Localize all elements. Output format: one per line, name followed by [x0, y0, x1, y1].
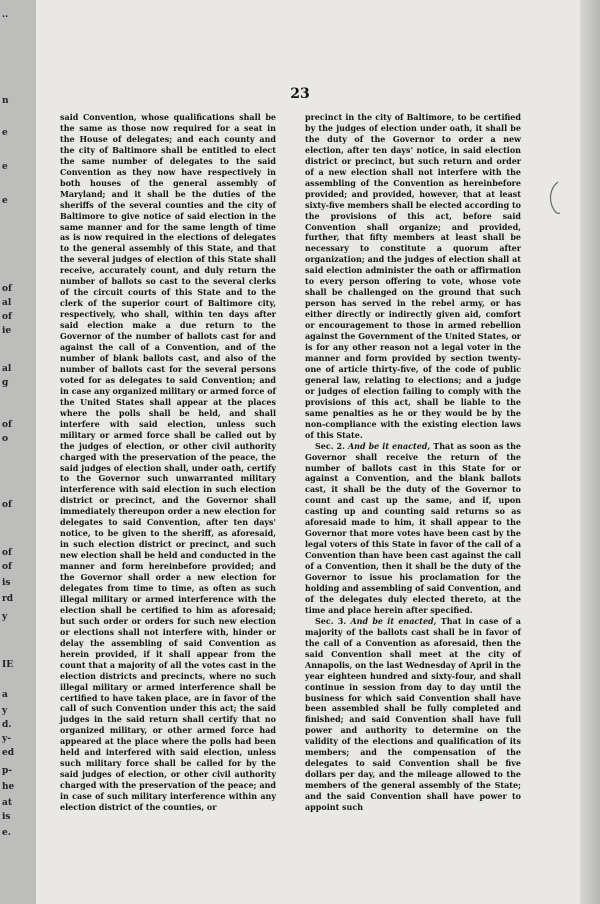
- left-column-text: said Convention, whose qualifications shall be the same as those now required for a seat in the House of delegates; and each county and the city of Baltimore shall be entitled to elect the same number of delegates to the said Convention as they now have respectively in both houses of the general assembly of Maryland; and it shall be the duties of the sheriffs of the several counties and the city of Baltimore to give notice of said election in the same manner and for the same length of time as is now required in the elections of delegates to the general assembly of this State, and that the several judges of election of this State shall receive, accurately count, and duly return the number of ballots so cast to the several clerks of the circuit courts of this State and to the clerk of the superior court of Baltimore city, respectively, who shall, within ten days after said election make a due return to the Governor of the number of ballots cast for and against the call of a Convention, and of the number of blank ballots cast, and also of the number of ballots cast for the several persons voted for as delegates to said Convention; and in case any organized military or armed force of the United States shall appear at the places where the polls shall be held, and shall interfere with said election, unless such military or armed force shall be called out by the judges of election, or other civil authority charged with the preservation of the peace, the said judges of election shall, under oath, certify to the Governor such unwarranted military interference with said election in such election district or precinct, and the Governor shall immediately thereupon order a new election for delegates to said Convention, after ten days' notice, to be given to the sheriff, as aforesaid, in such election district or precinct, and such new election shall be held and conducted in the manner and form hereinbefore provided; and the Governor shall order a new election for delegates from time to time, as often as such illegal military or armed interference with the election shall be certified to him as aforesaid; but such order or orders for such new election or elections shall not interfere with, hinder or delay the assembling of said Convention as herein provided, if it shall appear from the count that a majority of all the votes cast in the election districts and precincts, where no such illegal military or armed interference shall be certified to have taken place, are in favor of the call of such Convention under this act; the said judges in the said return shall certify that no organized military, or other armed force had appeared at the place where the polls had been held and interfered with said election, unless such military force shall be called for by the said judges of election, or other civil authority charged with the preservation of the peace; and in case of such military interference within any election district of the counties, or: [60, 112, 276, 813]
- facing-page-fragment: is: [2, 578, 11, 588]
- facing-page-fragment: al: [2, 298, 12, 308]
- section-2-label: Sec. 2.: [315, 440, 345, 451]
- facing-page-fragment: e: [2, 196, 8, 206]
- facing-page-fragment: of: [2, 548, 12, 558]
- facing-page-fragment: o: [2, 434, 9, 444]
- facing-page-fragment: a: [2, 690, 8, 700]
- facing-page-gutter: [0, 0, 36, 904]
- facing-page-fragment: y: [2, 706, 8, 716]
- facing-page-fragment: al: [2, 364, 12, 374]
- facing-page-fragment: rd: [2, 594, 14, 604]
- facing-page-fragment: ie: [2, 326, 12, 336]
- facing-page-fragment: e: [2, 128, 8, 138]
- facing-page-fragment: e.: [2, 828, 11, 838]
- section-3-text: That in case of a majority of the ballots cast shall be in favor of the call of a Convention as aforesaid, then the said Convention shall meet at the city of Annapolis, on the last Wednesday of April in the year eighteen hundred and sixty-four, and shall continue in session from day to day until the business for which said Convention shall have been assembled shall be fully completed and finished; and said Convention shall have full power and authority to determine on the validity of the elections and qualification of its members; and the compensation of the delegates to said Convention shall be five dollars per day, and the mileage allowed to the members of the general assembly of the State; and the said Convention shall have power to appoint such: [305, 615, 521, 813]
- facing-page-fragment: he: [2, 782, 15, 792]
- pencil-mark: [544, 180, 566, 216]
- facing-page-fragment: ..: [2, 10, 9, 20]
- facing-page-fragment: of: [2, 420, 12, 430]
- page-edge-shadow: [580, 0, 600, 904]
- facing-page-fragment: at: [2, 798, 12, 808]
- section-3-label: Sec. 3.: [315, 615, 347, 626]
- facing-page-fragment: y-: [2, 734, 11, 744]
- facing-page-fragment: IE: [2, 660, 14, 670]
- section-3: [305, 616, 521, 813]
- left-column: [60, 112, 276, 813]
- section-3-enacting-clause: And be it enacted,: [350, 615, 437, 626]
- facing-page-fragment: of: [2, 562, 12, 572]
- section-2-text: That as soon as the Governor shall receive the return of the number of ballots cast in this State for or against a Convention, and the blank ballots cast, it shall be the duty of the Governor to count and cast up the same, and if, upon casting up and counting said returns so as aforesaid made to him, it shall appear to the Governor that more votes have been cast by the legal voters of this State in favor of the call of a Convention than have been cast against the call of a Convention, then it shall be the duty of the Governor to issue his proclamation for the holding and assembling of said Convention, and of the delegates duly elected thereto, at the time and place herein after specified.: [305, 440, 521, 615]
- facing-page-fragment: p-: [2, 766, 13, 776]
- facing-page-fragment: of: [2, 312, 12, 322]
- facing-page-fragment: e: [2, 162, 8, 172]
- facing-page-fragment: of: [2, 500, 12, 510]
- page-number: 23: [290, 86, 310, 102]
- facing-page-fragment: g: [2, 378, 9, 388]
- section-2: [305, 441, 521, 616]
- facing-page-fragment: of: [2, 284, 12, 294]
- facing-page-fragment: is: [2, 812, 11, 822]
- facing-page-fragment: n: [2, 96, 9, 106]
- facing-page-fragments: [2, 0, 34, 904]
- facing-page-fragment: y: [2, 612, 8, 622]
- facing-page-fragment: d.: [2, 720, 12, 730]
- right-column: [305, 112, 521, 813]
- section-2-enacting-clause: And be it enacted,: [347, 440, 431, 451]
- right-column-continuation: precinct in the city of Baltimore, to be certified by the judges of election under oath, it shall be the duty of the Governor to order a new election, after ten days' notice, in said election district or precinct, but such return and order of a new election shall not interfere with the assembling of the Convention as hereinbefore provided; and provided, however, that at least sixty-five members shall be elected according to the provisions of this act, before said Convention shall organize; and provided, further, that fifty members at least shall be necessary to constitute a quorum after organization; and the judges of election shall at said election administer the oath or affirmation to every person offering to vote, whose vote shall be challenged on the ground that such person has served in the rebel army, or has either directly or indirectly given aid, comfort or encouragement to those in armed rebellion against the Government of the United States, or is for any other reason not a legal voter in the manner and form provided by section twenty-one of article thirty-five, of the code of public general law, relating to elections; and a judge or judges of election failing to comply with the provisions of this act, shall be liable to the same penalties as he or they would be by the non-compliance with the existing election laws of this State.: [305, 112, 521, 440]
- facing-page-fragment: ed: [2, 748, 15, 758]
